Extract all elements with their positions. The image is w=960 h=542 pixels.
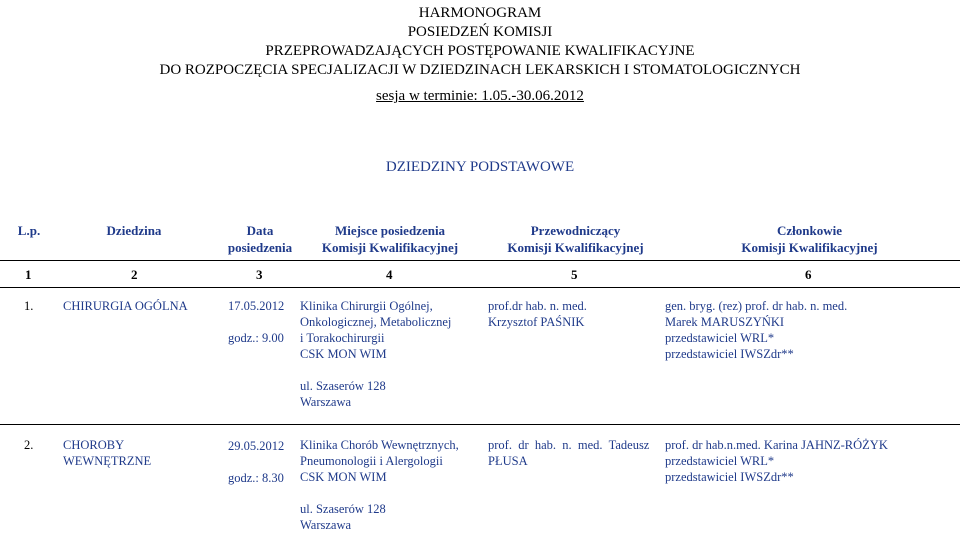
col-header-date-line2: posiedzenia — [227, 240, 293, 255]
col-header-members-line2: Komisji Kwalifikacyjnej — [741, 240, 878, 255]
row-place — [300, 298, 451, 410]
col-header-place-line1: Miejsce posiedzenia — [334, 223, 446, 238]
col-header-place-line2: Komisji Kwalifikacyjnej — [321, 240, 459, 255]
row-members-line: przedstawiciel WRL* — [665, 454, 775, 468]
col-header-lp — [14, 222, 44, 239]
row-members — [665, 298, 847, 362]
row-chair-line: PŁUSA — [488, 454, 528, 468]
row-members — [665, 437, 888, 485]
row-place-line: Pneumonologii i Alergologii — [300, 454, 443, 468]
row-place-line: Klinika Chorób Wewnętrznych, — [300, 438, 459, 452]
col-header-field — [94, 222, 174, 239]
col-header-field-label: Dziedzina — [106, 223, 162, 238]
row-members-line: prof. dr hab.n.med. Karina JAHNZ-RÓŻYK — [665, 438, 888, 452]
col-header-date — [210, 222, 310, 256]
row-field — [63, 298, 188, 314]
col-header-members-line1: Członkowie — [777, 223, 842, 238]
row-chair-line: prof.dr hab. n. med. — [488, 299, 587, 313]
row-members-line: Marek MARUSZYŃKI — [665, 315, 785, 329]
table-divider-numbers — [0, 287, 960, 288]
row-lp: 1. — [24, 299, 34, 313]
row-place-spacer — [300, 362, 451, 378]
row-field-line: CHIRURGIA OGÓLNA — [63, 299, 188, 313]
row-time: godz.: 9.00 — [228, 331, 284, 345]
title-line-4: DO ROZPOCZĘCIA SPECJALIZACJI W DZIEDZINACH LEKARSKICH I STOMATOLOGICZNYCH — [159, 62, 801, 78]
row-place-line: Onkologicznej, Metabolicznej — [300, 315, 452, 329]
col-header-chair-line2: Komisji Kwalifikacyjnej — [507, 240, 644, 255]
col-header-date-line1: Data — [246, 223, 274, 238]
col-number-4: 4 — [386, 267, 393, 282]
row-place-line: Warszawa — [300, 395, 352, 409]
row-chair — [488, 437, 649, 469]
table-divider-row — [0, 424, 960, 425]
row-place-spacer — [300, 485, 459, 501]
title-line-3: PRZEPROWADZAJĄCYCH POSTĘPOWANIE KWALIFIKACYJNE — [265, 43, 695, 59]
document-title — [0, 4, 960, 80]
col-header-chair-line1: Przewodniczący — [530, 223, 621, 238]
row-place-line: i Torakochirurgii — [300, 331, 385, 345]
row-field — [63, 437, 151, 469]
col-header-place — [310, 222, 470, 256]
row-chair-line: Krzysztof PAŚNIK — [488, 315, 585, 329]
row-time: godz.: 8.30 — [228, 471, 284, 485]
row-members-line: przedstawiciel WRL* — [665, 331, 775, 345]
row-place-line: Warszawa — [300, 518, 352, 532]
row-chair — [488, 298, 587, 330]
row-field-line: WEWNĘTRZNE — [63, 454, 152, 468]
row-place-line: ul. Szaserów 128 — [300, 502, 386, 516]
col-number-1: 1 — [25, 267, 32, 282]
row-chair-line: prof. dr hab. n. med. Tadeusz — [488, 438, 650, 452]
title-line-1: HARMONOGRAM — [418, 5, 542, 21]
col-number-2: 2 — [131, 267, 138, 282]
row-date: 29.05.2012 — [228, 439, 285, 453]
title-line-2: POSIEDZEŃ KOMISJI — [407, 24, 553, 40]
session-dates: sesja w terminie: 1.05.-30.06.2012 — [376, 88, 584, 104]
row-place-line: ul. Szaserów 128 — [300, 379, 386, 393]
row-date: 17.05.2012 — [228, 299, 285, 313]
section-title: DZIEDZINY PODSTAWOWE — [385, 159, 575, 175]
row-place-line: CSK MON WIM — [300, 470, 387, 484]
row-members-line: przedstawiciel IWSZdr** — [665, 347, 794, 361]
row-place-line: CSK MON WIM — [300, 347, 387, 361]
row-members-line: gen. bryg. (rez) prof. dr hab. n. med. — [665, 299, 848, 313]
col-number-3: 3 — [256, 267, 263, 282]
col-header-members — [727, 222, 892, 256]
col-header-chair — [493, 222, 658, 256]
row-field-line: CHOROBY — [63, 438, 125, 452]
col-number-5: 5 — [571, 267, 578, 282]
row-place — [300, 437, 459, 533]
row-place-line: Klinika Chirurgii Ogólnej, — [300, 299, 433, 313]
col-number-6: 6 — [805, 267, 812, 282]
col-header-lp-label: L.p. — [17, 223, 41, 238]
row-members-line: przedstawiciel IWSZdr** — [665, 470, 794, 484]
row-lp: 2. — [24, 438, 34, 452]
table-divider-top — [0, 260, 960, 261]
